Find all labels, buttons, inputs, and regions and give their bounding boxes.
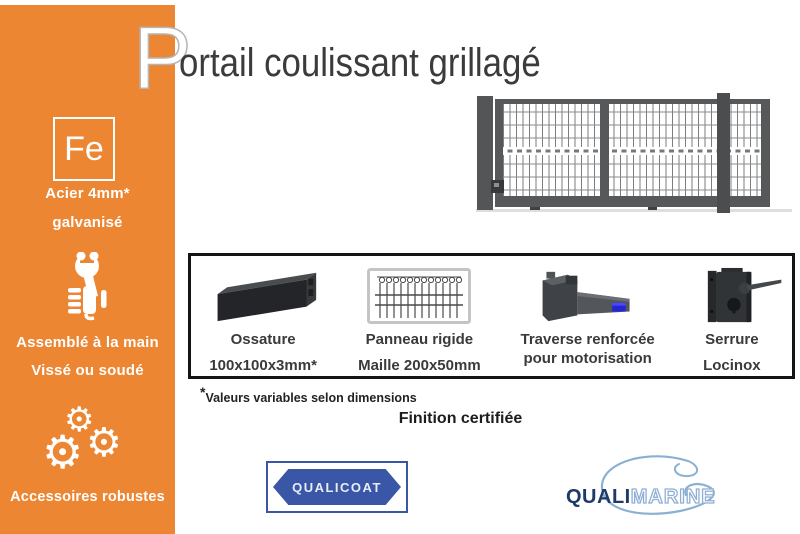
footnote-text: Valeurs variables selon dimensions [205,391,417,406]
qualicoat-text: QUALICOAT [292,479,382,495]
feature-value: 100x100x3mm* [209,357,317,374]
page-title-initial: P [133,8,192,107]
certified-finish-heading: Finition certifiée [398,410,523,427]
mesh-panel-icon [367,266,471,326]
footnote-asterisk: * [200,384,206,400]
qualimarine-text-bold: QUALI [566,486,631,508]
sliding-gate-photo [468,88,800,218]
steel-profile-icon [208,266,318,326]
feature-title: Panneau rigide [365,331,474,348]
qualicoat-logo [266,461,408,513]
feature-value: pour motorisation [523,350,652,367]
wrench-hand-icon [56,252,120,322]
footnote [200,384,417,405]
feature-title: Serrure [705,331,759,348]
gear-medium-icon: ⚙ [86,421,122,465]
feature-title: Ossature [230,331,296,348]
accessories-label: Accessoires robustes [10,489,165,505]
gear-large-icon: ⚙ [42,426,84,478]
qualimarine-logo [556,455,742,519]
feature-ossature [191,256,335,376]
lock-icon [677,266,787,326]
feature-title: Traverse renforcée [520,331,655,348]
motor-rail-icon [533,266,643,326]
feature-traverse [504,256,672,376]
features-box [188,253,795,379]
feature-panneau [335,256,503,376]
feature-value: Maille 200x50mm [358,357,481,374]
iron-symbol-box [53,117,115,181]
feature-serrure [672,256,792,376]
iron-symbol: Fe [64,129,104,168]
gear-small-icon: ⚙ [64,401,95,439]
gears-icon [42,403,137,485]
screwed-welded-label: Vissé ou soudé [31,362,144,379]
assembled-label: Assemblé à la main [16,334,159,351]
qualimarine-text [566,486,716,509]
feature-value: Locinox [703,357,761,374]
galvanized-label: galvanisé [52,214,123,231]
qualimarine-text-outline: MARINE [630,486,716,508]
page-title: ortail coulissant grillagé [179,41,541,85]
steel-label: Acier 4mm* [45,185,130,202]
